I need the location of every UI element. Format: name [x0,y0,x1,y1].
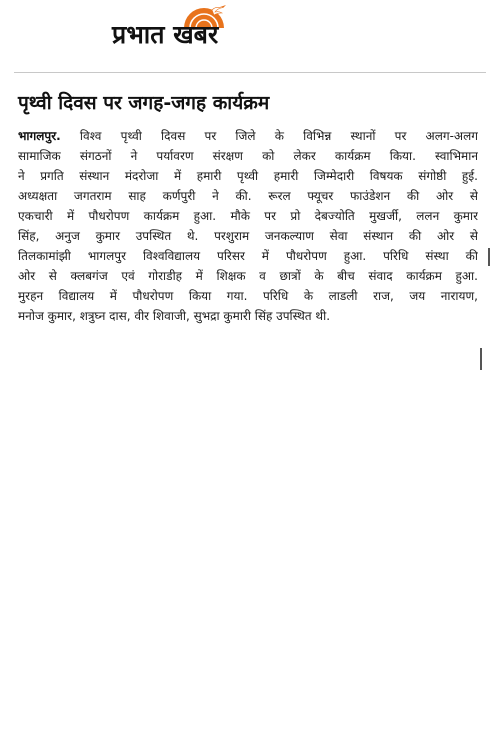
article-headline: पृथ्वी दिवस पर जगह-जगह कार्यक्रम [18,92,270,114]
logo-wordmark: प्रभात खबर [112,20,219,49]
article-line: ओर से क्लबगंज एवं गोराडीह में शिक्षक व छात्रों के बीच संवाद कार्यक्रम हुआ. [18,269,478,283]
column-edge-mark [480,348,482,370]
article-line: तिलकामांझी भागलपुर विश्वविद्यालय परिसर में पौधरोपण हुआ. परिधि संस्था की [18,249,478,263]
article-line: एकचारी में पौधरोपण कार्यक्रम हुआ. मौके पर प्रो देबज्योति मुखर्जी, ललन कुमार [18,209,478,223]
article-line: भागलपुर. विश्व पृथ्वी दिवस पर जिले के विभिन्न स्थानों पर अलग-अलग [18,129,478,143]
article-line: अध्यक्षता जगतराम साह कर्णपुरी ने की. रूरल फ्यूचर फाउंडेशन की ओर से [18,189,478,203]
article-line: सिंह, अनुज कुमार उपस्थित थे. परशुराम जनकल्याण सेवा संस्थान की ओर से [18,229,478,243]
masthead [0,0,500,60]
column-edge-mark [488,248,490,266]
article-line: मुरहन विद्यालय में पौधरोपण किया गया. परिधि के लाडली राज, जय नारायण, [18,289,478,303]
article-line: सामाजिक संगठनों ने पर्यावरण संरक्षण को लेकर कार्यक्रम किया. स्वाभिमान [18,149,478,163]
newspaper-logo [112,4,292,52]
article-line: मनोज कुमार, शत्रुघ्न दास, वीर शिवाजी, सुभद्रा कुमारी सिंह उपस्थित थी. [18,309,331,323]
header-divider [14,72,486,73]
article-line: ने प्रगति संस्थान मंदरोजा में हमारी पृथ्वी हमारी जिम्मेदारी विषयक संगोष्ठी हुई. [18,169,478,183]
article-dateline: भागलपुर. [18,129,61,143]
article-body [18,126,478,326]
